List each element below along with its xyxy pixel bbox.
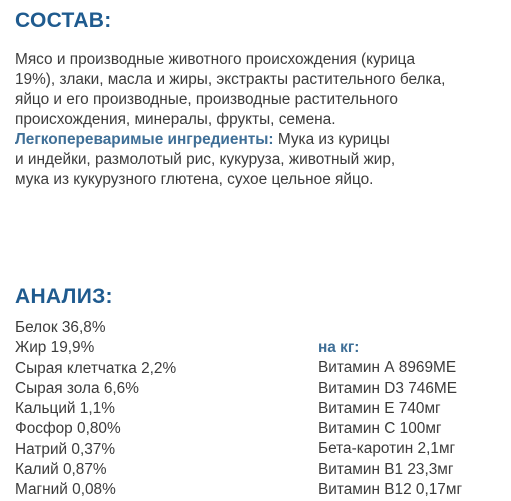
per-kg-label: на кг: [318, 339, 360, 356]
composition-line: 19%), злаки, масла и жиры, экстракты растительного белка, [15, 71, 446, 88]
digestible-ingredients-line [15, 130, 505, 150]
digestible-ingredients-line: мука из кукурузного глютена, сухое цельное яйцо. [15, 171, 374, 188]
digestible-ingredients-line: и индейки, размолотый рис, кукуруза, животный жир, [15, 151, 396, 168]
analysis-item: Белок 36,8% [15, 319, 106, 336]
analysis-item: Фосфор 0,80% [15, 420, 121, 438]
composition-line: яйцо и его производные, производные растительного [15, 91, 398, 108]
analysis-item: Кальций 1,1% [15, 400, 115, 418]
composition-line: Мясо и производные животного происхождения (курица [15, 51, 416, 68]
vitamin-item: Витамин А 8969МЕ [318, 359, 457, 377]
digestible-ingredients-label: Легкопереваримые ингредиенты: [15, 131, 274, 148]
composition-text [15, 50, 505, 190]
vitamin-item: Витамин С 100мг [318, 420, 442, 438]
vitamins-per-kg [318, 338, 462, 500]
vitamin-list [318, 358, 462, 500]
composition-line: происхождения, минералы, фрукты, семена. [15, 111, 336, 128]
composition-heading: СОСТАВ: [15, 9, 112, 32]
digestible-ingredients-text: Мука из курицы [273, 131, 390, 148]
vitamin-item: Витамин В12 0,17мг [318, 481, 463, 499]
analysis-list [15, 318, 176, 501]
analysis-item: Калий 0,87% [15, 461, 107, 479]
vitamin-item: Бета-каротин 2,1мг [318, 440, 456, 458]
analysis-item: Натрий 0,37% [15, 440, 116, 458]
vitamin-item: Витамин В1 23,3мг [318, 460, 454, 478]
analysis-item: Магний 0,08% [15, 481, 116, 499]
analysis-item: Сырая клетчатка 2,2% [15, 359, 177, 377]
analysis-heading: АНАЛИЗ: [15, 285, 113, 308]
vitamin-item: Витамин Е 740мг [318, 399, 441, 417]
analysis-item: Сырая зола 6,6% [15, 379, 139, 397]
analysis-item: Жир 19,9% [15, 339, 95, 357]
vitamin-item: Витамин D3 746МЕ [318, 379, 457, 397]
